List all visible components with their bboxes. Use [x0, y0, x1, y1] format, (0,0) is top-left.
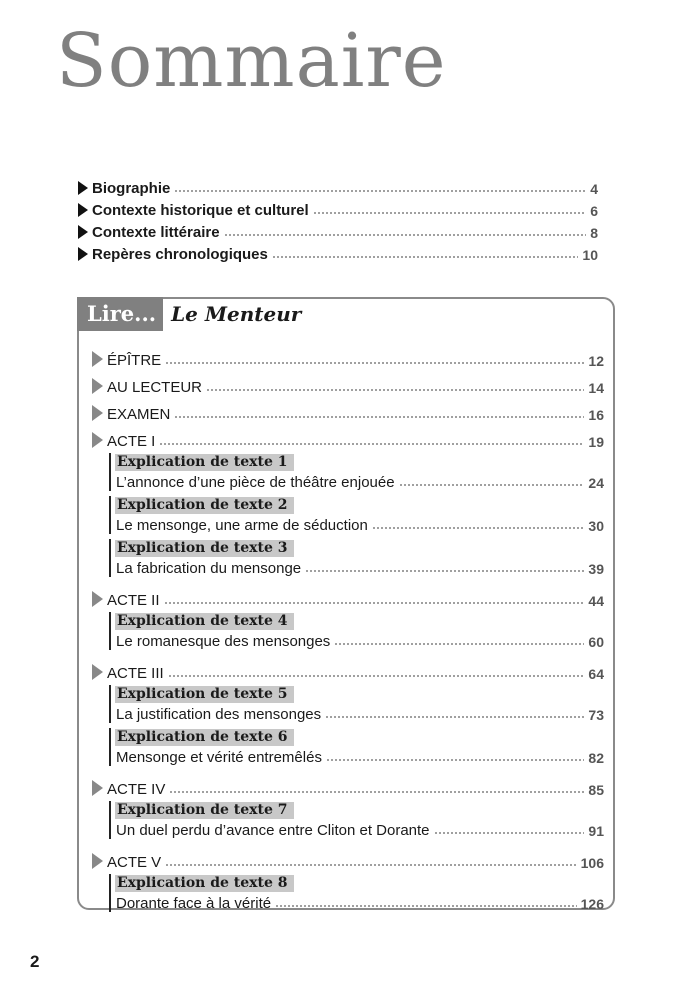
toc-page-number: 82 — [588, 750, 604, 766]
text-explanation — [109, 728, 604, 766]
toc-entry[interactable] — [92, 423, 604, 450]
toc-entry[interactable] — [78, 241, 598, 263]
section-prefix: Lire... — [77, 297, 163, 331]
toc-entry[interactable] — [115, 557, 604, 577]
toc-entry-label: Le romanesque des mensonges — [116, 633, 331, 650]
toc-entry-label: Repères chronologiques — [92, 246, 268, 263]
toc-entry-label: Le mensonge, une arme de séduction — [116, 517, 368, 534]
toc-entry[interactable] — [92, 342, 604, 369]
dot-leader — [325, 715, 584, 719]
dot-leader — [372, 526, 585, 530]
dot-leader — [305, 569, 584, 573]
toc-entry-label: AU LECTEUR — [107, 379, 203, 396]
toc-page-number: 4 — [590, 181, 598, 197]
toc-entry-label: ACTE IV — [107, 781, 166, 798]
toc-entry-label: ACTE I — [107, 433, 156, 450]
text-explanation — [109, 539, 604, 577]
toc-page-number: 12 — [588, 353, 604, 369]
dot-leader — [168, 674, 585, 678]
text-explanation — [109, 685, 604, 723]
explanation-tag: Explication de texte 2 — [115, 497, 294, 514]
toc-page-number: 30 — [588, 518, 604, 534]
dot-leader — [275, 904, 577, 908]
arrow-icon — [78, 181, 88, 195]
text-explanation — [109, 453, 604, 491]
toc-entry[interactable] — [92, 771, 604, 798]
toc-entry[interactable] — [78, 219, 598, 241]
toc-page-number: 6 — [590, 203, 598, 219]
text-explanation — [109, 612, 604, 650]
text-explanation — [109, 801, 604, 839]
arrow-icon — [92, 432, 103, 448]
arrow-icon — [92, 853, 103, 869]
toc-entry-label: Contexte historique et culturel — [92, 202, 309, 219]
section-header — [77, 297, 301, 331]
toc-page-number: 126 — [580, 896, 604, 912]
toc-entry[interactable] — [92, 655, 604, 682]
toc-entry[interactable] — [115, 746, 604, 766]
arrow-icon — [92, 780, 103, 796]
explanation-tag: Explication de texte 7 — [115, 802, 294, 819]
toc-entry[interactable] — [115, 892, 604, 912]
reading-section — [77, 297, 615, 910]
toc-entry[interactable] — [115, 471, 604, 491]
arrow-icon — [92, 378, 103, 394]
toc-page-number: 19 — [588, 434, 604, 450]
toc-entry[interactable] — [115, 630, 604, 650]
page-number: 2 — [30, 952, 40, 971]
arrow-icon — [78, 247, 88, 261]
explanation-tag: Explication de texte 1 — [115, 454, 294, 471]
toc-entry-label: ÉPÎTRE — [107, 352, 162, 369]
text-explanation — [109, 496, 604, 534]
toc-entry-label: ACTE III — [107, 665, 164, 682]
toc-entry-label: Biographie — [92, 180, 171, 197]
explanation-tag: Explication de texte 4 — [115, 613, 294, 630]
dot-leader — [206, 388, 584, 392]
toc-entry-label: Mensonge et vérité entremêlés — [116, 749, 322, 766]
dot-leader — [272, 255, 579, 259]
toc-entry[interactable] — [78, 175, 598, 197]
toc-entry-label: ACTE II — [107, 592, 160, 609]
toc-entry-label: ACTE V — [107, 854, 162, 871]
explanation-tag: Explication de texte 5 — [115, 686, 294, 703]
toc-page-number: 60 — [588, 634, 604, 650]
dot-leader — [224, 233, 587, 237]
dot-leader — [174, 189, 586, 193]
toc-entry-label: EXAMEN — [107, 406, 171, 423]
explanation-tag: Explication de texte 3 — [115, 540, 294, 557]
toc-entry[interactable] — [115, 514, 604, 534]
arrow-icon — [92, 591, 103, 607]
explanation-tag: Explication de texte 6 — [115, 729, 294, 746]
toc-entry[interactable] — [92, 369, 604, 396]
toc-page-number: 44 — [588, 593, 604, 609]
page-title: Sommaire — [56, 18, 447, 104]
toc-entry-label: L’annonce d’une pièce de théâtre enjouée — [116, 474, 395, 491]
toc-page-number: 24 — [588, 475, 604, 491]
toc-page-number: 73 — [588, 707, 604, 723]
toc-page-number: 14 — [588, 380, 604, 396]
toc-page-number: 39 — [588, 561, 604, 577]
toc-page-number: 10 — [582, 247, 598, 263]
dot-leader — [399, 483, 585, 487]
arrow-icon — [92, 405, 103, 421]
text-explanation — [109, 874, 604, 912]
dot-leader — [169, 790, 584, 794]
section-toc — [92, 342, 604, 917]
toc-page-number: 64 — [588, 666, 604, 682]
toc-page-number: 16 — [588, 407, 604, 423]
arrow-icon — [78, 225, 88, 239]
toc-entry-label: Dorante face à la vérité — [116, 895, 272, 912]
toc-entry[interactable] — [92, 396, 604, 423]
toc-entry[interactable] — [92, 582, 604, 609]
toc-entry-label: Un duel perdu d’avance entre Cliton et Dorante — [116, 822, 430, 839]
toc-entry-label: La fabrication du mensonge — [116, 560, 302, 577]
arrow-icon — [78, 203, 88, 217]
arrow-icon — [92, 351, 103, 367]
toc-entry[interactable] — [92, 844, 604, 871]
toc-entry[interactable] — [78, 197, 598, 219]
toc-page-number: 85 — [588, 782, 604, 798]
dot-leader — [334, 642, 584, 646]
toc-page-number: 8 — [590, 225, 598, 241]
toc-entry[interactable] — [115, 819, 604, 839]
toc-entry-label: La justification des mensonges — [116, 706, 322, 723]
dot-leader — [159, 442, 584, 446]
dot-leader — [164, 601, 585, 605]
intro-toc — [78, 175, 598, 263]
toc-page-number: 106 — [580, 855, 604, 871]
dot-leader — [165, 863, 576, 867]
dot-leader — [174, 415, 584, 419]
arrow-icon — [92, 664, 103, 680]
toc-page-number: 91 — [588, 823, 604, 839]
explanation-tag: Explication de texte 8 — [115, 875, 294, 892]
dot-leader — [434, 831, 585, 835]
toc-entry-label: Contexte littéraire — [92, 224, 220, 241]
dot-leader — [326, 758, 584, 762]
toc-entry[interactable] — [115, 703, 604, 723]
dot-leader — [313, 211, 587, 215]
dot-leader — [165, 361, 584, 365]
work-title: Le Menteur — [171, 302, 302, 326]
